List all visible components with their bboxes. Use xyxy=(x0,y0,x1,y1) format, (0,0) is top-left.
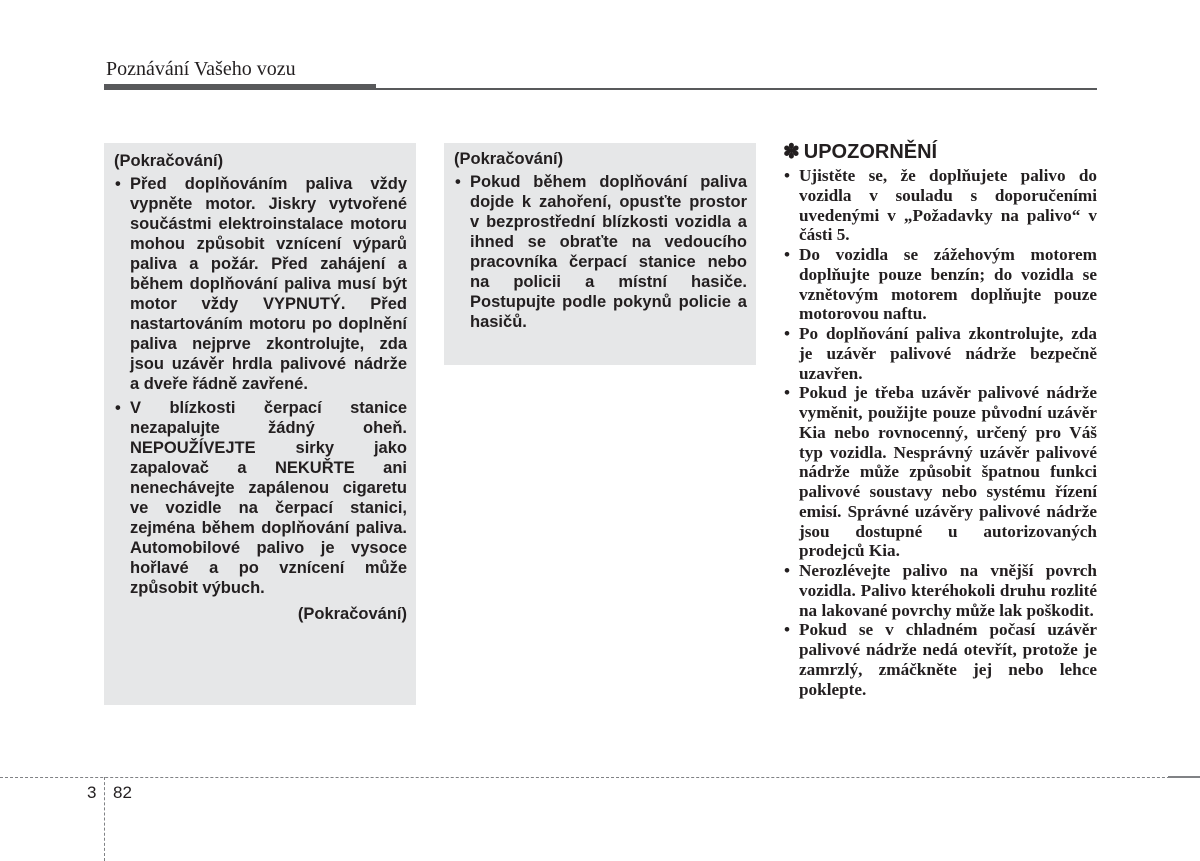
list-item: • Pokud během doplňování paliva dojde k zahoření, opusťte prostor v bezprostřední blízkosti vozidla a ihned se obraťte na vedoucího pracovníka čerpací stanice nebo na policii a místní hasiče. Postupujte podle pokynů policie a hasičů. xyxy=(454,172,747,332)
header-rule-thin xyxy=(376,88,1097,90)
list-item: • Do vozidla se zážehovým motorem doplňujte pouze benzín; do vozidla se vznětovým motorem doplňujte pouze motorovou naftu. xyxy=(783,245,1097,324)
footer-edge-mark xyxy=(1168,776,1200,778)
caution-box-left xyxy=(104,143,416,705)
warning-title xyxy=(783,140,1097,164)
asterisk-icon: ✽ xyxy=(783,141,800,163)
list-item: • Pokud je třeba uzávěr palivové nádrže vyměnit, použijte pouze původní uzávěr Kia nebo rovnocenný, určený pro Váš typ vozidla. Nesprávný uzávěr palivové nádrže může způsobit špatnou funkci palivové soustavy nebo systému řízení emisí. Správné uzávěry palivové nádrže jsou dostupné u autorizovaných prodejců Kia. xyxy=(783,383,1097,561)
list-item: • Nerozlévejte palivo na vnější povrch vozidla. Palivo kteréhokoli druhu rozlité na lakované povrchy může lak poškodit. xyxy=(783,561,1097,620)
footer-dashed-divider xyxy=(104,777,105,861)
caution-box-middle xyxy=(444,143,756,365)
warning-title-text: UPOZORNĚNÍ xyxy=(803,141,938,163)
page-number: 82 xyxy=(113,783,132,802)
continued-label-bottom: (Pokračování) xyxy=(297,605,407,623)
caution-list xyxy=(114,174,407,598)
caution-list xyxy=(454,172,747,332)
list-item: • Pokud se v chladném počasí uzávěr palivové nádrže nedá otevřít, protože je zamrzlý, zmáčkněte jej nebo lehce poklepte. xyxy=(783,620,1097,699)
page-header-title: Poznávání Vašeho vozu xyxy=(106,58,296,80)
list-item: • V blízkosti čerpací stanice nezapalujte žádný oheň. NEPOUŽÍVEJTE sirky jako zapalovač a NEKUŘTE ani nenechávejte zapálenou cigaretu ve vozidle na čerpací stanici, zejména během doplňování paliva. Automobilové palivo je vysoce hořlavé a po vznícení může způsobit výbuch. xyxy=(114,398,407,598)
list-item: • Po doplňování paliva zkontrolujte, zda je uzávěr palivové nádrže bezpečně uzavřen. xyxy=(783,324,1097,383)
continued-label-top: (Pokračování) xyxy=(114,152,224,170)
continued-label-top: (Pokračování) xyxy=(454,150,564,168)
list-item: • Ujistěte se, že doplňujete palivo do vozidla v souladu s doporučeními uvedenými v „Požadavky na palivo“ v části 5. xyxy=(783,166,1097,245)
header-rule-thick xyxy=(104,84,376,90)
warning-section xyxy=(783,140,1097,699)
chapter-number: 3 xyxy=(87,783,97,802)
list-item: • Před doplňováním paliva vždy vypněte motor. Jiskry vytvořené součástmi elektroinstalace motoru mohou způsobit vznícení výparů paliva a požár. Před zahájení a během doplňování paliva musí být motor vždy VYPNUTÝ. Před nastartováním motoru po doplnění paliva nejprve zkontrolujte, zda jsou uzávěr hrdla palivové nádrže a dveře řádně zavřené. xyxy=(114,174,407,394)
warning-list xyxy=(783,166,1097,699)
footer-dashed-line xyxy=(0,777,1200,778)
